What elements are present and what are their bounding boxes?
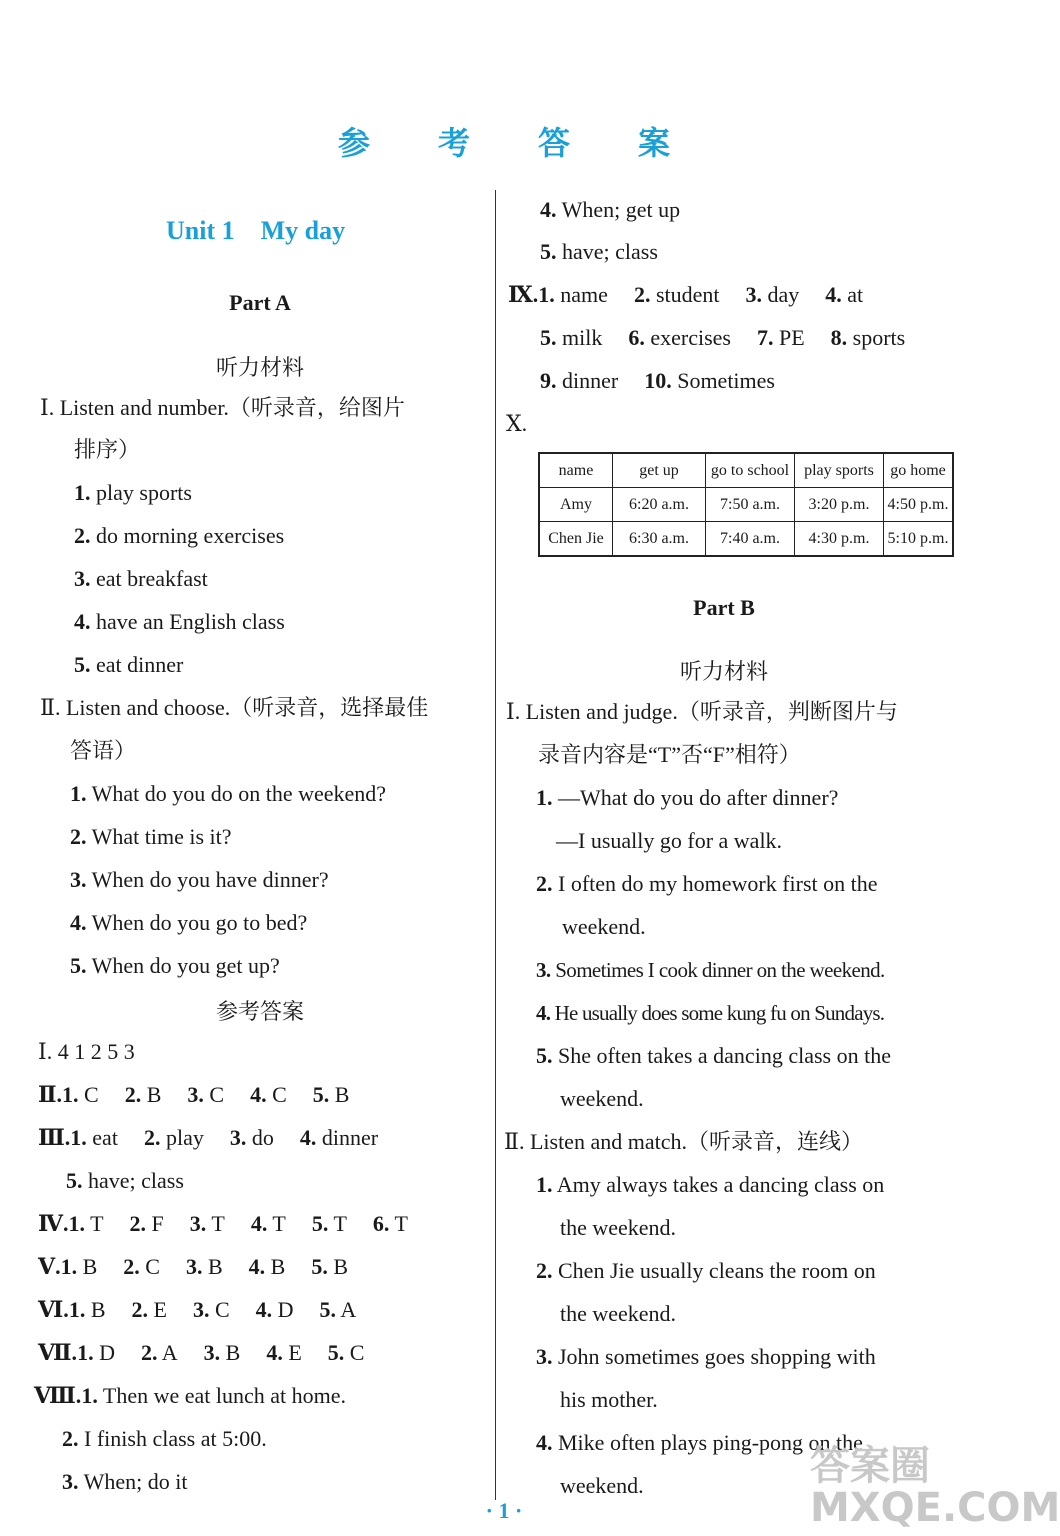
page-number: · 1 · [485,1498,523,1523]
answer-line-1: Ⅰ. 4 1 2 5 3 [38,1039,135,1064]
part-b-question-1-line-1: Ⅰ. Listen and judge.（听录音，判断图片与 [506,699,898,724]
answer-line-7: Ⅶ.1. D 2. A 3. B 4. E 5. C [38,1340,365,1365]
part-b-question-2-line-1: Ⅱ. Listen and match.（听录音，连线） [504,1129,863,1154]
list-item: —I usually go for a walk. [556,828,783,853]
table-header-cell: play sports [795,453,884,488]
list-item: 5. eat dinner [74,652,184,677]
list-item: 2. What time is it? [70,824,232,849]
question-2-line-2: 答语） [70,738,137,763]
list-item: the weekend. [560,1215,677,1240]
table-cell: Amy [539,488,613,522]
list-item: 4. Mike often plays ping-pong on the [536,1430,863,1455]
answer-line-4: Ⅳ.1. T 2. F 3. T 4. T 5. T 6. T [38,1211,408,1236]
right-line-2: 5. have; class [540,239,658,264]
answer-line-6: Ⅵ.1. B 2. E 3. C 4. D 5. A [38,1297,357,1322]
answer-line-8: Ⅷ.1. Then we eat lunch at home. [34,1383,347,1408]
listening-heading-b: 听力材料 [679,659,768,684]
table-row [539,488,953,522]
answer-line-2: Ⅱ.1. C 2. B 3. C 4. C 5. B [38,1082,350,1107]
answer-line-3b: 5. have; class [66,1168,184,1193]
list-item: 1. —What do you do after dinner? [536,785,839,810]
table-header-cell: go home [884,453,954,488]
list-item: 3. eat breakfast [74,566,208,591]
table-cell: 3:20 p.m. [795,488,884,522]
table-cell: 7:50 a.m. [706,488,795,522]
answer-line-3: Ⅲ.1. eat 2. play 3. do 4. dinner [38,1125,379,1150]
table-header-cell: get up [613,453,706,488]
watermark-logo: 答案圈 MXQE.COM [810,1443,1060,1531]
table-row [539,522,953,557]
answer-line-10: Ⅹ. [506,411,528,436]
table-header-row [539,453,953,488]
answer-line-8b: 2. I finish class at 5:00. [62,1426,267,1451]
part-b-heading: Part B [693,595,755,620]
list-item: 4. have an English class [74,609,285,634]
question-2-line-1: Ⅱ. Listen and choose.（听录音，选择最佳 [40,695,429,720]
answer-line-9: Ⅸ.1. name 2. student 3. day 4. at [508,282,864,307]
list-item: 5. She often takes a dancing class on the [536,1043,891,1068]
answer-line-9c: 9. dinner 10. Sometimes [540,368,775,393]
part-a-heading: Part A [229,290,291,315]
answer-line-9b: 5. milk 6. exercises 7. PE 8. sports [540,325,906,350]
unit-title: Unit 1 My day [166,216,346,245]
list-item: 1. play sports [74,480,192,505]
table-cell: 4:50 p.m. [884,488,954,522]
list-item: weekend. [560,1086,644,1111]
table-cell: 4:30 p.m. [795,522,884,557]
list-item: 1. What do you do on the weekend? [70,781,387,806]
list-item: 2. do morning exercises [74,523,285,548]
part-b-question-1-line-2: 录音内容是“T”否“F”相符） [538,742,801,767]
list-item: 3. When do you have dinner? [70,867,329,892]
table-header-cell: go to school [706,453,795,488]
list-item: 4. When do you go to bed? [70,910,308,935]
table-cell: 7:40 a.m. [706,522,795,557]
answer-line-8c: 3. When; do it [62,1469,188,1494]
table-cell: 6:20 a.m. [613,488,706,522]
list-item: 2. Chen Jie usually cleans the room on [536,1258,876,1283]
answers-heading: 参考答案 [215,999,304,1024]
schedule-table [538,452,954,557]
list-item: 3. Sometimes I cook dinner on the weekend. [536,958,885,982]
list-item: 1. Amy always takes a dancing class on [536,1172,885,1197]
table-header-cell: name [539,453,613,488]
table-cell: 5:10 p.m. [884,522,954,557]
page-title: 参 考 答 案 [337,125,700,161]
listening-heading-a: 听力材料 [215,355,304,380]
list-item: 3. John sometimes goes shopping with [536,1344,876,1369]
list-item: the weekend. [560,1301,677,1326]
list-item: his mother. [560,1387,658,1412]
list-item: 5. When do you get up? [70,953,280,978]
column-divider [495,190,496,1500]
question-1-line-2: 排序） [74,437,141,462]
list-item: 2. I often do my homework first on the [536,871,878,896]
answer-line-5: Ⅴ.1. B 2. C 3. B 4. B 5. B [38,1254,349,1279]
list-item: weekend. [560,1473,644,1498]
table-cell: 6:30 a.m. [613,522,706,557]
question-1-line-1: Ⅰ. Listen and number.（听录音，给图片 [40,395,405,420]
right-line-1: 4. When; get up [540,197,681,222]
table-cell: Chen Jie [539,522,613,557]
list-item: weekend. [562,914,646,939]
list-item: 4. He usually does some kung fu on Sundays. [536,1001,885,1025]
